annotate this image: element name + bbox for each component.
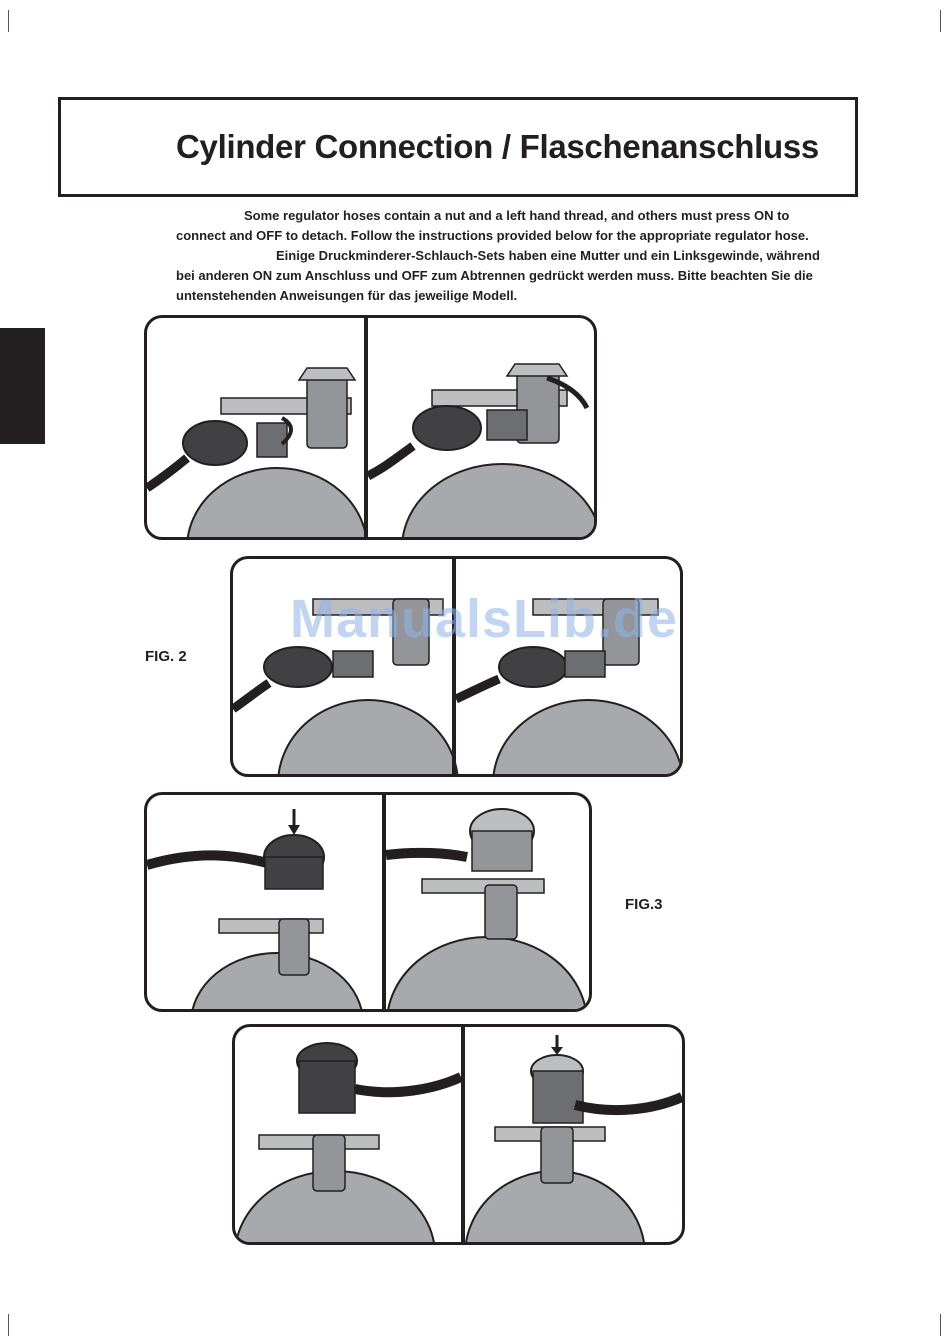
fig4-step1 xyxy=(235,1043,461,1242)
fig1-illustration xyxy=(147,318,594,537)
fig1-step1 xyxy=(147,368,367,537)
intro-de-line2: bei anderen ON zum Anschluss und OFF zum Abtrennen gedrückt werden muss. Bitte beachten Sie die xyxy=(176,268,813,283)
crop-mark xyxy=(940,10,941,32)
fig2-label: FIG. 2 xyxy=(145,648,187,665)
intro-en-line1: Some regulator hoses contain a nut and a left hand thread, and others must press ON to xyxy=(244,208,790,223)
fig1-step2 xyxy=(368,364,594,537)
fig3-label: FIG.3 xyxy=(625,896,663,913)
intro-text xyxy=(176,206,866,306)
fig4-step2 xyxy=(465,1035,682,1242)
watermark: ManualsLib.de xyxy=(290,589,679,649)
fig3-step1 xyxy=(147,809,363,1009)
crop-mark xyxy=(8,1314,9,1336)
fig3-panel xyxy=(144,792,592,1012)
fig4-illustration xyxy=(235,1027,682,1242)
crop-mark xyxy=(8,10,9,32)
intro-de-line1: Einige Druckminderer-Schlauch-Sets haben eine Mutter und ein Linksgewinde, während xyxy=(276,248,820,263)
fig3-illustration xyxy=(147,795,589,1009)
fig1-panel xyxy=(144,315,597,540)
page-title: Cylinder Connection / Flaschenanschluss xyxy=(176,128,819,165)
crop-mark xyxy=(940,1314,941,1336)
side-tab xyxy=(0,328,45,444)
fig3-step2 xyxy=(386,809,587,1009)
fig4-panel xyxy=(232,1024,685,1245)
intro-en-line2: connect and OFF to detach. Follow the instructions provided below for the appropriate regulator hose. xyxy=(176,228,809,243)
intro-de-line3: untenstehenden Anweisungen für das jeweilige Modell. xyxy=(176,288,518,303)
